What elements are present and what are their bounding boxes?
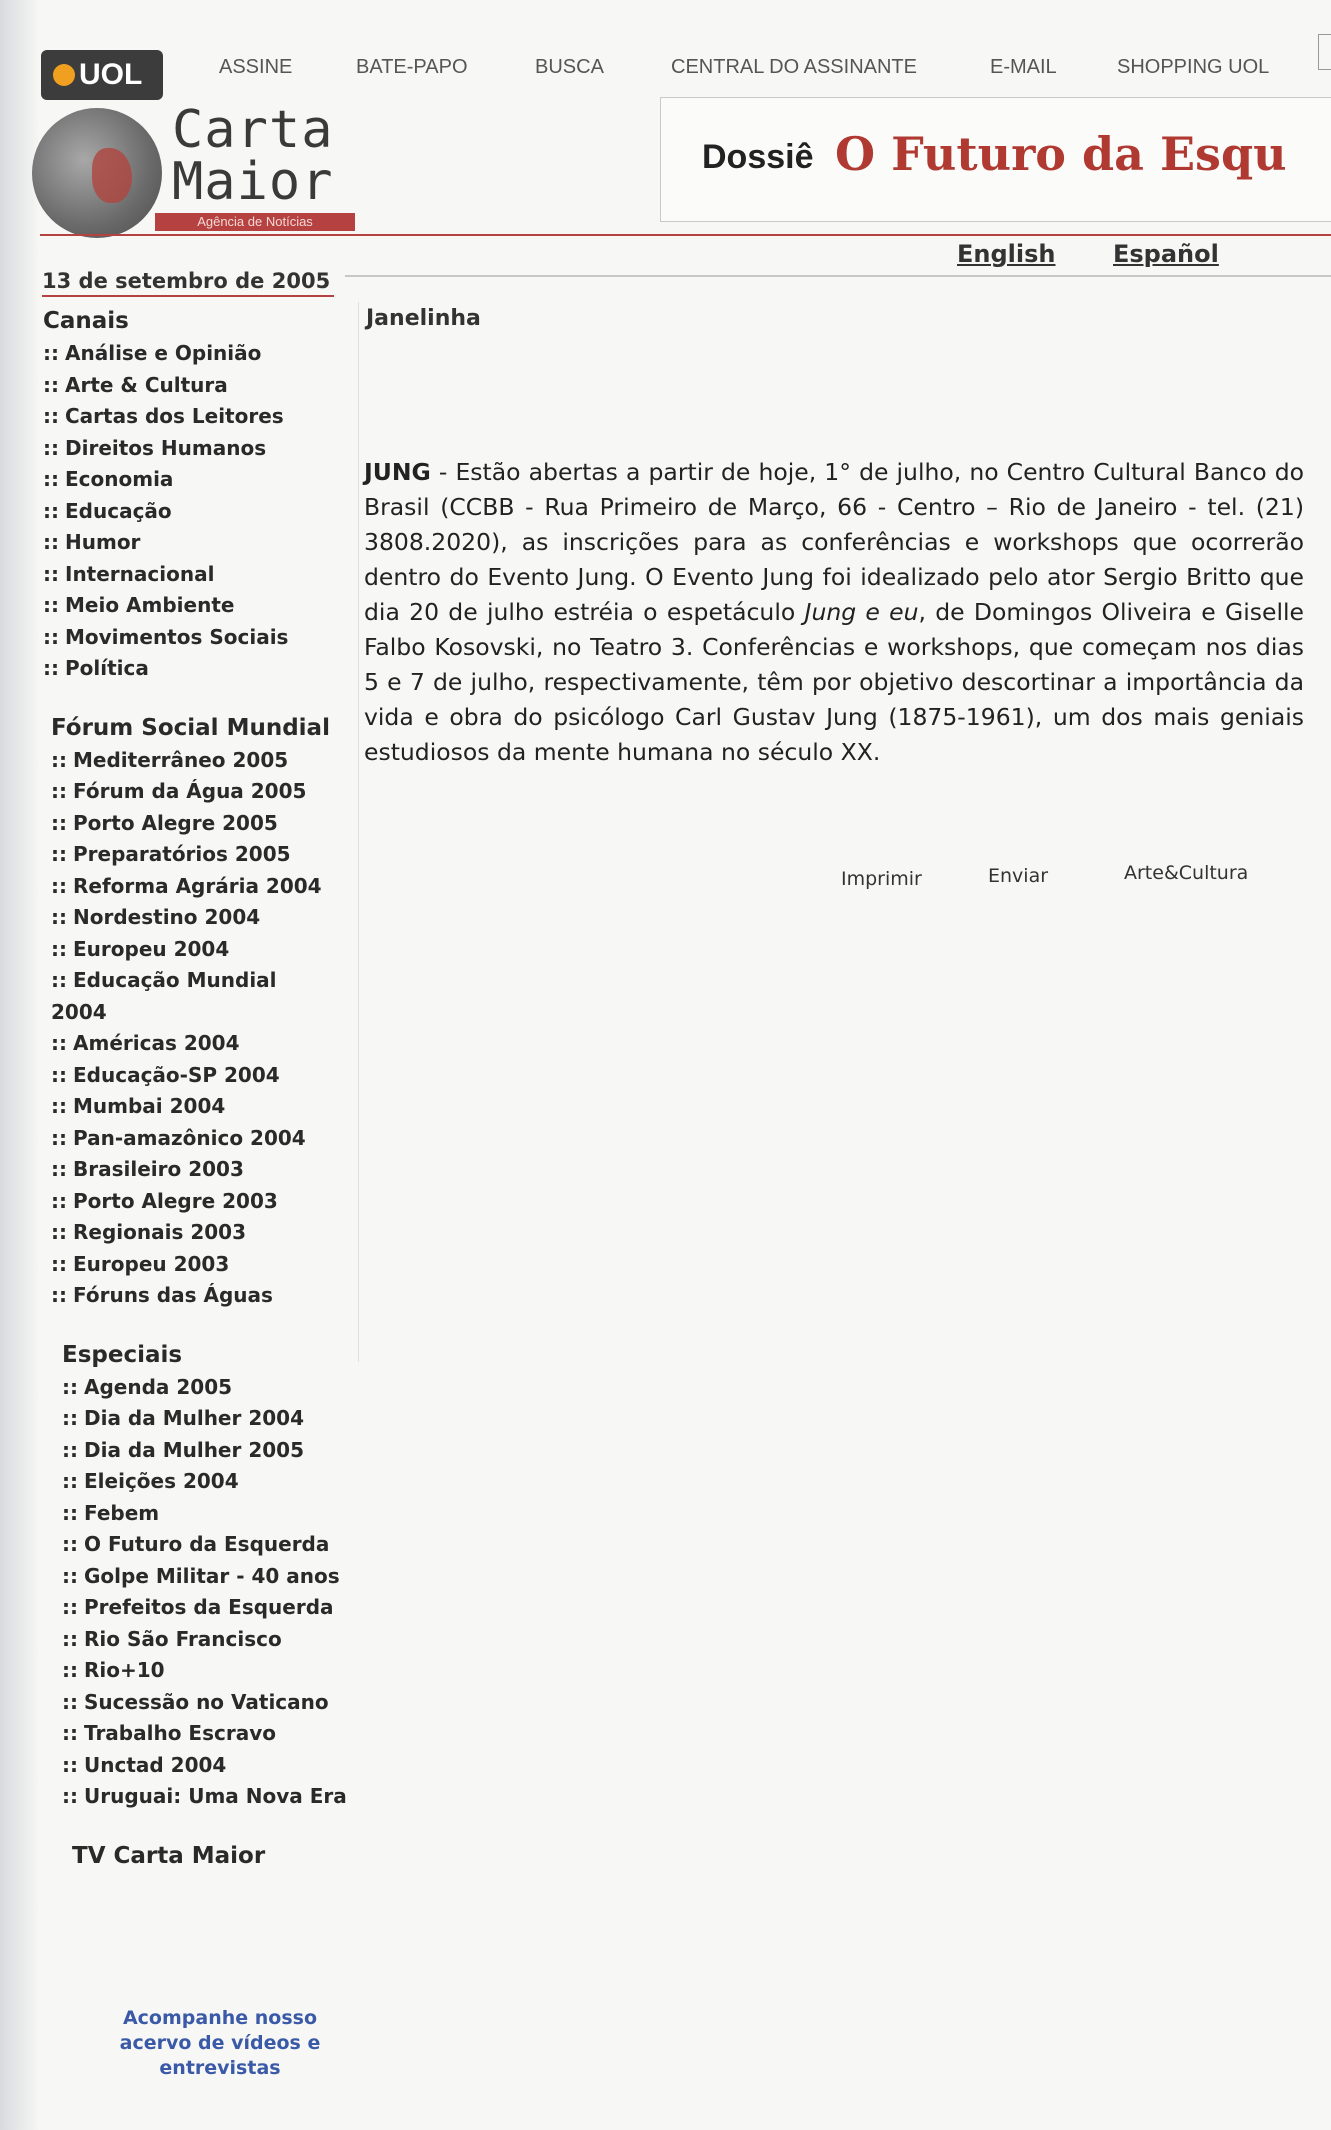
send-link[interactable]: Enviar [988,865,1049,887]
current-date: 13 de setembro de 2005 [42,269,334,297]
sidebar-item-label: Fóruns das Águas [73,1283,273,1307]
category-link[interactable]: Arte&Cultura [1124,862,1249,884]
sidebar-item-label: Golpe Militar - 40 anos [84,1563,340,1588]
sidebar-item[interactable] [51,902,373,934]
content-divider [345,275,1331,277]
sidebar-section-canais [43,308,373,685]
article-text-2: , de Domingos Oliveira e Giselle Falbo Kosovski, no Teatro 3. Conferências e workshops, que começam nos dias 5 e 7 de julho, respectivamente, têm por objetivo descortinar a importância da vida e obra do psicólogo Carl Gustav Jung (1875-1961), um dos mais geniais estudiosos da mente humana no século XX. [364,598,1304,766]
sidebar-item[interactable] [62,1718,373,1750]
bullet-icon: :: [51,1220,67,1244]
article-lead: JUNG [364,458,431,486]
sidebar-section-forum [51,715,373,1312]
tv-carta-maior-link[interactable]: Acompanhe nosso acervo de vídeos e entrevistas [119,2007,321,2079]
sidebar-item-label: Nordestino 2004 [73,905,261,929]
sidebar-item[interactable] [62,1498,373,1530]
bullet-icon: :: [62,1406,78,1430]
nav-central-do-assinante[interactable]: CENTRAL DO ASSINANTE [671,56,917,78]
sidebar-item[interactable] [62,1655,373,1687]
sidebar-item-label: Uruguai: Uma Nova Era [84,1784,347,1808]
logo-subtitle: Agência de Notícias [155,213,355,231]
sidebar-item-label: Humor [65,530,141,554]
bullet-icon: :: [51,810,67,835]
sidebar-item-label: Regionais 2003 [73,1220,246,1244]
carta-maior-logo[interactable] [172,100,334,212]
sidebar-item-label: Europeu 2004 [73,936,230,961]
sidebar-item[interactable] [43,401,373,433]
section-title: Janelinha [366,306,481,331]
sidebar-item[interactable] [62,1561,373,1593]
sidebar-item[interactable] [51,1091,373,1123]
sidebar [43,308,373,1869]
bullet-icon: :: [62,1469,78,1493]
sidebar-item[interactable] [51,1186,373,1218]
bullet-icon: :: [62,1532,78,1556]
sidebar-item-label: Arte & Cultura [65,372,228,397]
bullet-icon: :: [62,1721,78,1745]
dossie-label: Dossiê [702,138,814,176]
sidebar-item-label: Dia da Mulher 2005 [84,1437,304,1462]
sidebar-item-label: O Futuro da Esquerda [84,1532,330,1556]
sidebar-item[interactable] [62,1435,373,1467]
sidebar-item[interactable] [51,997,373,1029]
bullet-icon: :: [62,1500,78,1525]
bullet-icon: :: [62,1595,78,1619]
sidebar-item[interactable] [51,1028,373,1060]
sidebar-list-canais [43,338,373,685]
sidebar-item-label: Américas 2004 [73,1031,240,1055]
lang-english-link[interactable]: English [957,240,1056,268]
sidebar-item-label: Internacional [65,561,215,586]
sidebar-item[interactable] [43,653,373,685]
sidebar-section-title: Canais [43,308,129,334]
sidebar-item[interactable] [43,370,373,402]
logo-title-line2: Maior [172,152,334,212]
sidebar-item[interactable] [62,1592,373,1624]
sidebar-item-label: Preparatórios 2005 [73,842,291,866]
sidebar-item[interactable] [62,1372,373,1404]
bullet-icon: :: [51,1157,67,1181]
bullet-icon: :: [62,1437,78,1462]
sidebar-item-label: Mumbai 2004 [73,1094,226,1118]
sidebar-item[interactable] [43,559,373,591]
article-italic-title: Jung e eu [804,598,919,626]
sidebar-item[interactable] [51,745,373,777]
bullet-icon: :: [62,1752,78,1777]
sidebar-item-label: Pan-amazônico 2004 [73,1125,306,1150]
sidebar-item[interactable] [51,808,373,840]
bullet-icon: :: [51,842,67,866]
bullet-icon: :: [43,372,59,397]
sidebar-item-label: Fórum da Água 2005 [73,779,307,803]
sidebar-item[interactable] [43,527,373,559]
sidebar-item[interactable] [43,338,373,370]
sidebar-item-label: Cartas dos Leitores [65,404,284,428]
bullet-icon: :: [51,1188,67,1213]
sidebar-item-label: Análise e Opinião [65,341,262,365]
sidebar-item-label: Prefeitos da Esquerda [84,1595,334,1619]
bullet-icon: :: [43,593,59,617]
sidebar-item[interactable] [51,839,373,871]
sidebar-item[interactable] [51,934,373,966]
sidebar-item-label: Brasileiro 2003 [73,1157,244,1181]
sidebar-item[interactable] [43,496,373,528]
print-link[interactable]: Imprimir [841,868,922,890]
bullet-icon: :: [51,747,67,772]
sidebar-item-label: Educação [65,498,172,523]
sidebar-item[interactable] [43,464,373,496]
nav-email[interactable]: E-MAIL [990,56,1057,78]
bullet-icon: :: [43,404,59,428]
sidebar-item-label: Trabalho Escravo [84,1721,276,1745]
bullet-icon: :: [51,1125,67,1150]
globe-logo-icon [32,108,162,238]
sidebar-item[interactable] [43,622,373,654]
header-divider [40,234,1331,236]
bullet-icon: :: [51,1094,67,1118]
dossie-title: O Futuro da Esqu [835,127,1287,181]
sidebar-item-label: Mediterrâneo 2005 [73,747,289,772]
sidebar-list-forum [51,745,373,1312]
sidebar-item-label: Direitos Humanos [65,435,267,460]
sidebar-item-label: Movimentos Sociais [65,624,289,649]
uol-logo-text: UOL [79,58,143,91]
bullet-icon: :: [51,873,67,898]
sidebar-item-label: Eleições 2004 [84,1469,239,1493]
bullet-icon: :: [43,624,59,649]
bullet-icon: :: [51,1062,67,1087]
bullet-icon: :: [62,1374,78,1399]
bullet-icon: :: [62,1689,78,1714]
sidebar-item[interactable] [43,590,373,622]
sidebar-item-label: Economia [65,467,174,491]
bullet-icon: :: [51,968,67,992]
sidebar-item[interactable] [51,871,373,903]
article-body [364,455,1304,770]
sidebar-item-label: Agenda 2005 [84,1374,233,1399]
nav-search-box[interactable] [1318,34,1331,70]
nav-assine[interactable]: ASSINE [219,56,293,78]
sidebar-item-label: Educação-SP 2004 [73,1062,280,1087]
bullet-icon: :: [43,530,59,554]
bullet-icon: :: [51,779,67,803]
sidebar-item[interactable] [51,1060,373,1092]
sidebar-item-label: Febem [84,1500,160,1525]
sidebar-item[interactable] [62,1687,373,1719]
sidebar-item-label: Porto Alegre 2003 [73,1188,278,1213]
sidebar-item[interactable] [43,433,373,465]
sidebar-item[interactable] [51,1154,373,1186]
sidebar-item-label: Dia da Mulher 2004 [84,1406,304,1430]
sidebar-item-label: Rio São Francisco [84,1626,282,1651]
bullet-icon: :: [62,1563,78,1588]
top-nav [0,56,1331,86]
nav-shopping-uol[interactable]: SHOPPING UOL [1117,56,1270,78]
sidebar-item[interactable] [51,1217,373,1249]
bullet-icon: :: [62,1784,78,1808]
bullet-icon: :: [51,1283,67,1307]
sidebar-item[interactable] [62,1624,373,1656]
sidebar-item[interactable] [62,1466,373,1498]
lang-espanol-link[interactable]: Español [1113,240,1219,268]
sidebar-item-label: Reforma Agrária 2004 [73,873,322,898]
sidebar-item-label: Meio Ambiente [65,593,235,617]
bullet-icon: :: [51,1031,67,1055]
sidebar-section-title: Especiais [62,1341,183,1368]
bullet-icon: :: [62,1658,78,1682]
sidebar-item-label: Educação Mundial [73,968,277,992]
bullet-icon: :: [43,467,59,491]
sidebar-item-label: Sucessão no Vaticano [84,1689,329,1714]
page-edge-shadow [0,0,40,2130]
sidebar-item-label: Rio+10 [84,1658,165,1682]
bullet-icon: :: [43,498,59,523]
bullet-icon: :: [51,905,67,929]
sidebar-item-label: 2004 [51,999,107,1024]
logo-title-line1: Carta [172,100,334,160]
sidebar-item-label: Política [65,656,149,680]
bullet-icon: :: [43,435,59,460]
sidebar-item-label: Unctad 2004 [84,1752,227,1777]
bullet-icon: :: [51,936,67,961]
sidebar-item[interactable] [62,1529,373,1561]
nav-bate-papo[interactable]: BATE-PAPO [356,56,468,78]
bullet-icon: :: [62,1626,78,1651]
bullet-icon: :: [43,341,59,365]
sidebar-item[interactable] [62,1781,373,1813]
sidebar-item[interactable] [62,1403,373,1435]
sidebar-item[interactable] [51,965,373,997]
sidebar-item[interactable] [51,1280,373,1312]
bullet-icon: :: [51,1251,67,1276]
nav-busca[interactable]: BUSCA [535,56,604,78]
sidebar-item-label: Porto Alegre 2005 [73,810,278,835]
bullet-icon: :: [43,561,59,586]
article-text-1: - Estão abertas a partir de hoje, 1° de julho, no Centro Cultural Banco do Brasil (CCBB - Rua Primeiro de Março, 66 - Centro – Rio de Janeiro - tel. (21) 3808.2020), as inscrições para as conferências e workshops que ocorrerão dentro do Evento Jung. O Evento Jung foi idealizado pelo ator Sergio Britto que dia 20 de julho estréia o espetáculo [364,458,1304,626]
sidebar-section-title: Fórum Social Mundial [51,714,330,741]
sidebar-item-label: Europeu 2003 [73,1251,230,1276]
sidebar-item[interactable] [51,1249,373,1281]
bullet-icon: :: [43,656,59,680]
tv-carta-maior-title[interactable]: TV Carta Maior [72,1842,266,1869]
sidebar-item[interactable] [51,776,373,808]
sidebar-item[interactable] [62,1750,373,1782]
sidebar-section-especiais [62,1342,373,1813]
sidebar-item[interactable] [51,1123,373,1155]
sidebar-list-especiais [62,1372,373,1813]
